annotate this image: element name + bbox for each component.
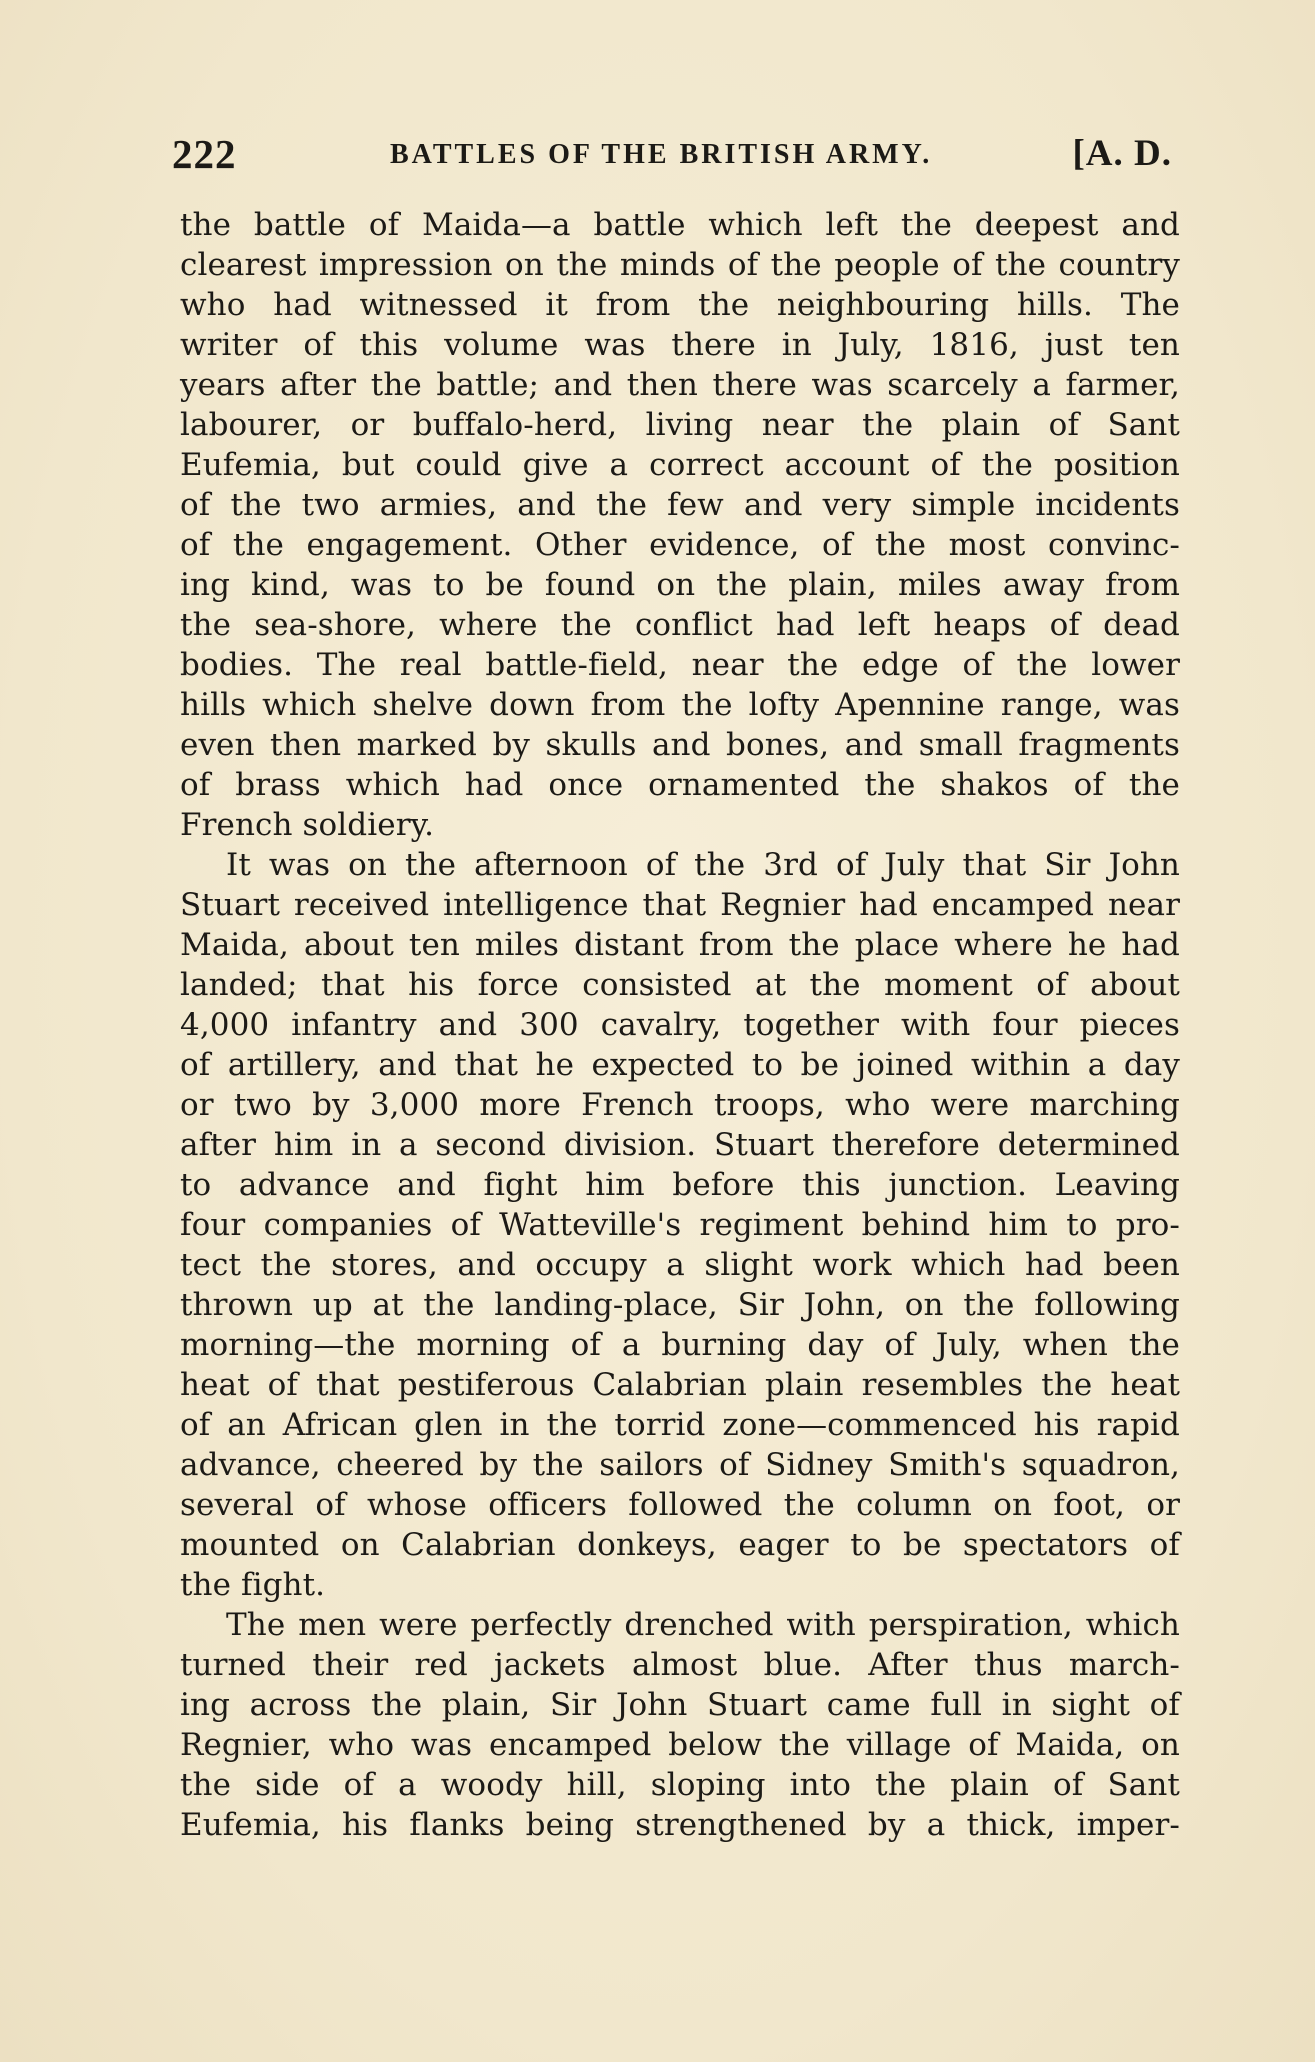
date-marker: [A. D. [1072,133,1172,174]
text-line: It was on the afternoon of the 3rd of July that Sir John [226,847,1180,883]
text-line: Stuart received intelligence that Regnier had encamped near [180,887,1180,923]
paragraph [180,845,1180,1605]
text-line: Maida, about ten miles distant from the place where he had [180,927,1180,963]
text-line: four companies of Watteville's regiment behind him to pro- [180,1207,1180,1243]
text-line: to advance and fight him before this junction. Leaving [180,1167,1180,1203]
text-line: Eufemia, his flanks being strengthened by a thick, imper- [180,1807,1180,1843]
text-line: The men were perfectly drenched with perspiration, which [226,1607,1180,1643]
text-line: Regnier, who was encamped below the village of Maida, on [180,1727,1180,1763]
text-line: of the two armies, and the few and very simple incidents [180,487,1180,523]
text-line: hills which shelve down from the lofty Apennine range, was [180,687,1180,723]
text-line: ing kind, was to be found on the plain, miles away from [180,567,1180,603]
text-line: the fight. [180,1567,326,1603]
text-line: of an African glen in the torrid zone—commenced his rapid [180,1407,1180,1443]
paragraph [180,1605,1180,1845]
text-line: of artillery, and that he expected to be joined within a day [180,1047,1180,1083]
text-line: the side of a woody hill, sloping into the plain of Sant [180,1767,1180,1803]
page-number: 222 [172,131,237,177]
text-line: ing across the plain, Sir John Stuart came full in sight of [180,1687,1180,1723]
page-header [172,130,1192,180]
paragraph [180,205,1180,845]
text-line: or two by 3,000 more French troops, who were marching [180,1087,1180,1123]
text-line: the battle of Maida—a battle which left the deepest and [180,207,1180,243]
text-line: advance, cheered by the sailors of Sidney Smith's squadron, [180,1447,1180,1483]
text-line: of brass which had once ornamented the shakos of the [180,767,1180,803]
text-line: thrown up at the landing-place, Sir John, on the following [180,1287,1180,1323]
text-line: several of whose officers followed the column on foot, or [180,1487,1180,1523]
text-line: labourer, or buffalo-herd, living near the plain of Sant [180,407,1180,443]
text-line: bodies. The real battle-field, near the edge of the lower [180,647,1180,683]
running-head: BATTLES OF THE BRITISH ARMY. [390,139,933,170]
text-line: mounted on Calabrian donkeys, eager to be spectators of [180,1527,1180,1563]
text-line: writer of this volume was there in July, 1816, just ten [180,327,1180,363]
text-line: heat of that pestiferous Calabrian plain resembles the heat [180,1367,1180,1403]
text-line: Eufemia, but could give a correct account of the position [180,447,1180,483]
text-line: after him in a second division. Stuart therefore determined [180,1127,1180,1163]
text-line: years after the battle; and then there was scarcely a farmer, [180,367,1180,403]
text-line: the sea-shore, where the conflict had left heaps of dead [180,607,1180,643]
text-line: who had witnessed it from the neighbouring hills. The [180,287,1180,323]
text-line: of the engagement. Other evidence, of the most convinc- [180,527,1180,563]
text-line: morning—the morning of a burning day of July, when the [180,1327,1180,1363]
text-line: French soldiery. [180,807,435,843]
text-line: turned their red jackets almost blue. After thus march- [180,1647,1180,1683]
text-line: even then marked by skulls and bones, and small fragments [180,727,1180,763]
text-line: landed; that his force consisted at the moment of about [180,967,1180,1003]
text-line: 4,000 infantry and 300 cavalry, together with four pieces [180,1007,1180,1043]
text-line: clearest impression on the minds of the people of the country [180,247,1180,283]
text-line: tect the stores, and occupy a slight work which had been [180,1247,1180,1283]
body-text [180,205,1180,1845]
